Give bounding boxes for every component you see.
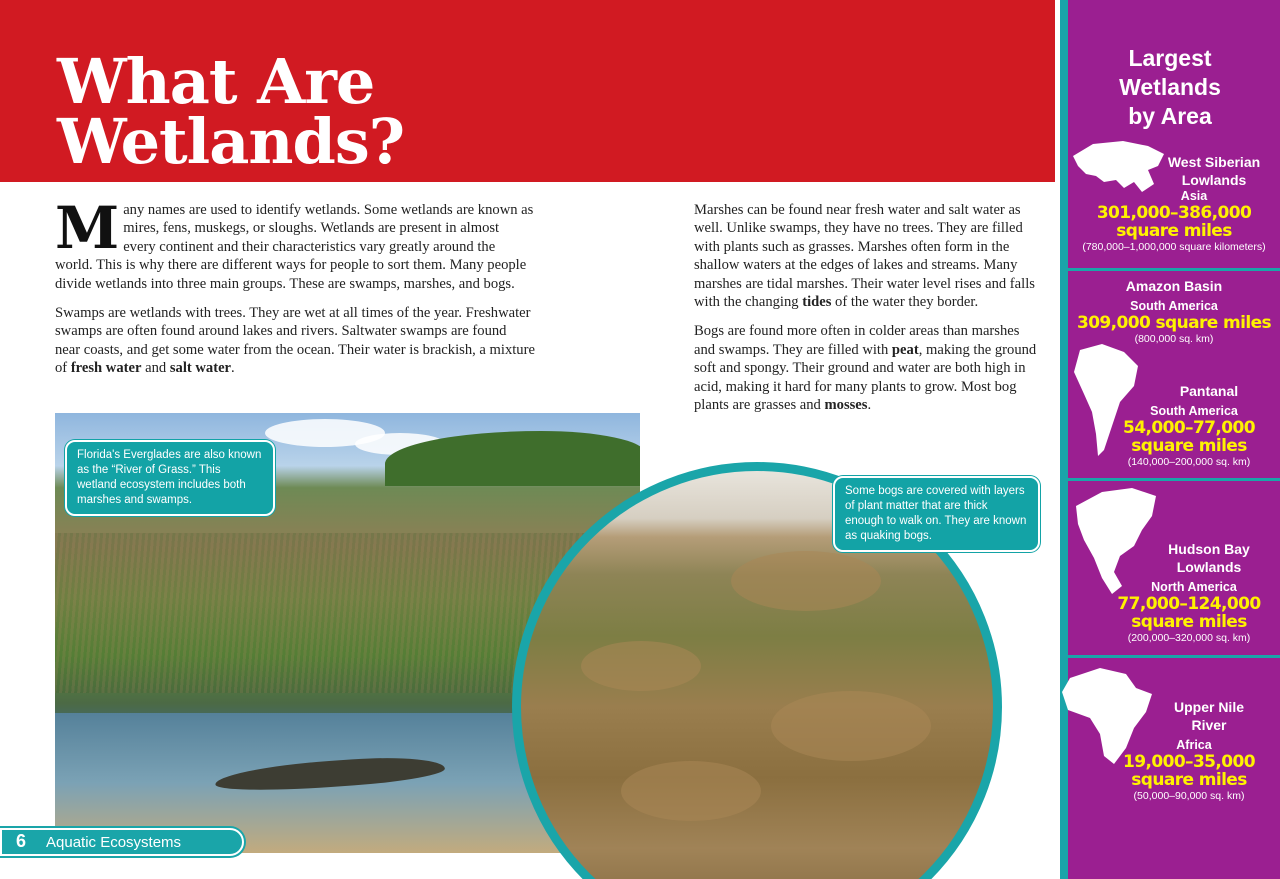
wetland-metric: (780,000–1,000,000 square kilometers): [1082, 241, 1266, 253]
wetland-name: West Siberian Lowlands: [1167, 154, 1261, 188]
wetland-area: 54,000–77,000: [1123, 418, 1255, 438]
sidebar-divider: [1068, 655, 1280, 658]
sidebar-title-line1: Largest: [1128, 45, 1212, 71]
page-title: [57, 45, 657, 178]
glossary-term-tides: tides: [802, 294, 832, 311]
marshes-text-b: of the water they border.: [831, 294, 979, 311]
swamps-text-a: Swamps are wetlands with trees. They are wet at all times of the year. Freshwater swamps are often found around lakes and rivers. Saltwater swamps are found near coasts, and get some water from the ocean. Their water is brackish, a mixture of: [55, 305, 535, 377]
wetland-name: Pantanal: [1179, 383, 1239, 399]
page-title-line2: Wetlands?: [57, 105, 405, 178]
sidebar-title: [1060, 44, 1280, 131]
wetland-entry-west-siberian: [1068, 153, 1280, 254]
glossary-term-fresh-water: fresh water: [70, 360, 142, 377]
wetland-area: 19,000–35,000: [1123, 752, 1255, 772]
wetland-area-unit: square miles: [1131, 612, 1247, 632]
wetland-name: Amazon Basin: [1125, 278, 1223, 294]
wetland-name: Upper Nile: [1173, 699, 1244, 715]
sidebar-divider: [1068, 478, 1280, 481]
swamps-paragraph: [55, 304, 535, 378]
wetland-region: South America: [1150, 404, 1238, 418]
wetland-area: 301,000–386,000: [1096, 203, 1252, 223]
wetland-entry-upper-nile: [1068, 698, 1280, 803]
grass-tuft-shape: [771, 691, 931, 761]
sidebar-divider: [1068, 268, 1280, 271]
drop-cap: M: [55, 194, 120, 262]
glossary-term-peat: peat: [891, 341, 919, 358]
wetland-entry-pantanal: [1068, 382, 1280, 469]
bogs-text-a: Bogs are found more often in colder areas than marshes and swamps. They are filled with: [694, 323, 1020, 358]
wetland-region: North America: [1151, 580, 1237, 594]
bogs-text-b: , making the ground soft and spongy. Their ground and water are both high in acid, making it hard for many plants to grow. Most bog plants are grasses and: [694, 341, 1037, 414]
swamps-text-b: and: [141, 360, 170, 377]
intro-text: any names are used to identify wetlands. Some wetlands are known as mires, fens, muskegs, or sloughs. Wetlands are present in almost every continent and their characteristics vary greatly around the world. This is why there are different ways for people to sort them. Many people divide wetlands into three main groups. These are swamps, marshes, and bogs.: [55, 202, 534, 292]
marshes-paragraph: [694, 201, 1040, 311]
wetland-area: 309,000 square miles: [1076, 313, 1272, 333]
marshes-text-a: Marshes can be found near fresh water and salt water as well. Unlike swamps, they have no trees. They are filled with plants such as grasses. Marshes often form in the shallow waters at the edges of lakes and streams. Many marshes are tidal marshes. Their water level rises and falls with the changing: [694, 202, 1035, 311]
wetland-region: Africa: [1176, 738, 1212, 752]
wetland-name: Hudson Bay: [1168, 541, 1250, 557]
bogs-caption: Some bogs are covered with layers of plant matter that are thick enough to walk on. They are known as quaking bogs.: [833, 476, 1040, 552]
footer-section-left: Aquatic Ecosystems: [46, 833, 182, 851]
right-text-column: [694, 201, 1040, 425]
glossary-term-salt-water: salt water: [169, 360, 232, 377]
page-number-left: 6: [16, 831, 27, 851]
bogs-paragraph: [694, 322, 1040, 414]
wetland-area: 77,000–124,000: [1117, 594, 1261, 614]
wetland-entry-amazon: [1068, 277, 1280, 346]
wetland-name-line2: Lowlands: [1176, 559, 1242, 575]
grass-tuft-shape: [731, 551, 881, 611]
bogs-text-c: .: [867, 397, 872, 414]
swamps-text-c: .: [231, 360, 235, 377]
intro-paragraph: [55, 194, 535, 293]
sidebar-title-line2: Wetlands: [1119, 74, 1221, 100]
everglades-caption: Florida's Everglades are also known as the “River of Grass.” This wetland ecosystem includes both marshes and swamps.: [65, 440, 275, 516]
left-text-column: [55, 194, 535, 389]
glossary-term-mosses: mosses: [824, 397, 868, 414]
footer-left-tab: [0, 828, 244, 856]
wetland-metric: (50,000–90,000 sq. km): [1133, 790, 1245, 802]
wetland-metric: (200,000–320,000 sq. km): [1127, 632, 1251, 644]
wetland-area-unit: square miles: [1131, 770, 1247, 790]
wetland-metric: (800,000 sq. km): [1134, 333, 1214, 345]
wetland-entry-hudson-bay: [1068, 540, 1280, 645]
wetland-metric: (140,000–200,000 sq. km): [1127, 456, 1251, 468]
page-title-line1: What Are: [57, 45, 375, 118]
grass-tuft-shape: [581, 641, 701, 691]
wetland-region: South America: [1130, 299, 1218, 313]
wetland-area-unit: square miles: [1116, 221, 1232, 241]
grass-tuft-shape: [621, 761, 761, 821]
sidebar-title-line3: by Area: [1128, 103, 1212, 129]
wetland-name-line2: River: [1191, 717, 1227, 733]
wetland-area-unit: square miles: [1131, 436, 1247, 456]
wetland-region: Asia: [1180, 189, 1208, 203]
